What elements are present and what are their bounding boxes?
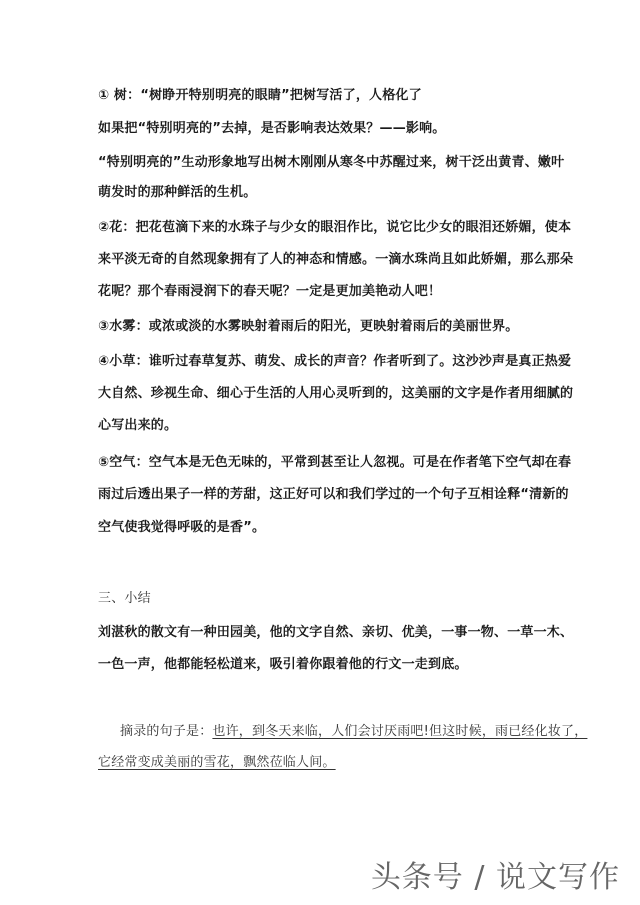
analysis-line-9: ④小草：谁听过春草复苏、萌发、成长的声音？作者听到了。这沙沙声是真正热爱: [98, 354, 572, 369]
summary-line-1: 刘湛秋的散文有一种田园美，他的文字自然、亲切、优美，一事一物、一草一木、: [98, 625, 574, 640]
summary-heading: 三、小结: [98, 591, 151, 606]
analysis-line-10: 大自然、珍视生命、细心于生活的人用心灵听到的，这美丽的文字是作者用细腻的: [98, 386, 574, 401]
analysis-line-2: 如果把“特别明亮的”去掉，是否影响表达效果？——影响。: [98, 121, 446, 136]
analysis-line-6: 来平淡无奇的自然现象拥有了人的神态和情感。一滴水珠尚且如此娇媚，那么那朵: [98, 252, 574, 267]
analysis-line-4: 萌发时的那种鲜活的生机。: [98, 185, 257, 200]
watermark-text: 头条号 / 说文写作: [370, 860, 620, 895]
analysis-line-14: 空气使我觉得呼吸的是香”。: [98, 520, 266, 535]
analysis-line-1: ① 树：“树睁开特别明亮的眼睛”把树写活了，人格化了: [98, 88, 422, 103]
analysis-line-7: 花呢？那个春雨浸润下的春天呢？一定是更加美艳动人吧！: [98, 284, 442, 299]
analysis-line-5: ②花：把花苞滴下来的水珠子与少女的眼泪作比，说它比少女的眼泪还娇媚，使本: [98, 220, 572, 235]
analysis-line-11: 心写出来的。: [98, 418, 178, 433]
analysis-line-8: ③水雾：或浓或淡的水雾映射着雨后的阳光，更映射着雨后的美丽世界。: [98, 319, 519, 334]
summary-line-2: 一色一声，他都能轻松道来，吸引着你跟着他的行文一走到底。: [98, 657, 468, 672]
excerpt-label: 摘录的句子是：: [120, 724, 213, 739]
analysis-line-12: ⑤空气：空气本是无色无味的，平常到甚至让人忽视。可是在作者笔下空气却在春: [98, 455, 572, 470]
excerpt-text-part1: 也许，到冬天来临，人们会讨厌雨吧!但这时候，雨已经化妆了，: [212, 724, 588, 739]
excerpt-line-1: [120, 723, 587, 741]
analysis-line-13: 雨过后透出果子一样的芳甜，这正好可以和我们学过的一个句子互相诠释“清新的: [98, 487, 569, 502]
analysis-line-3: “特别明亮的”生动形象地写出树木刚刚从寒冬中苏醒过来，树干泛出黄青、嫩叶: [98, 155, 565, 170]
excerpt-text-part2: 它经常变成美丽的雪花，飘然莅临人间。: [98, 755, 336, 770]
excerpt-line-2: [98, 754, 336, 772]
